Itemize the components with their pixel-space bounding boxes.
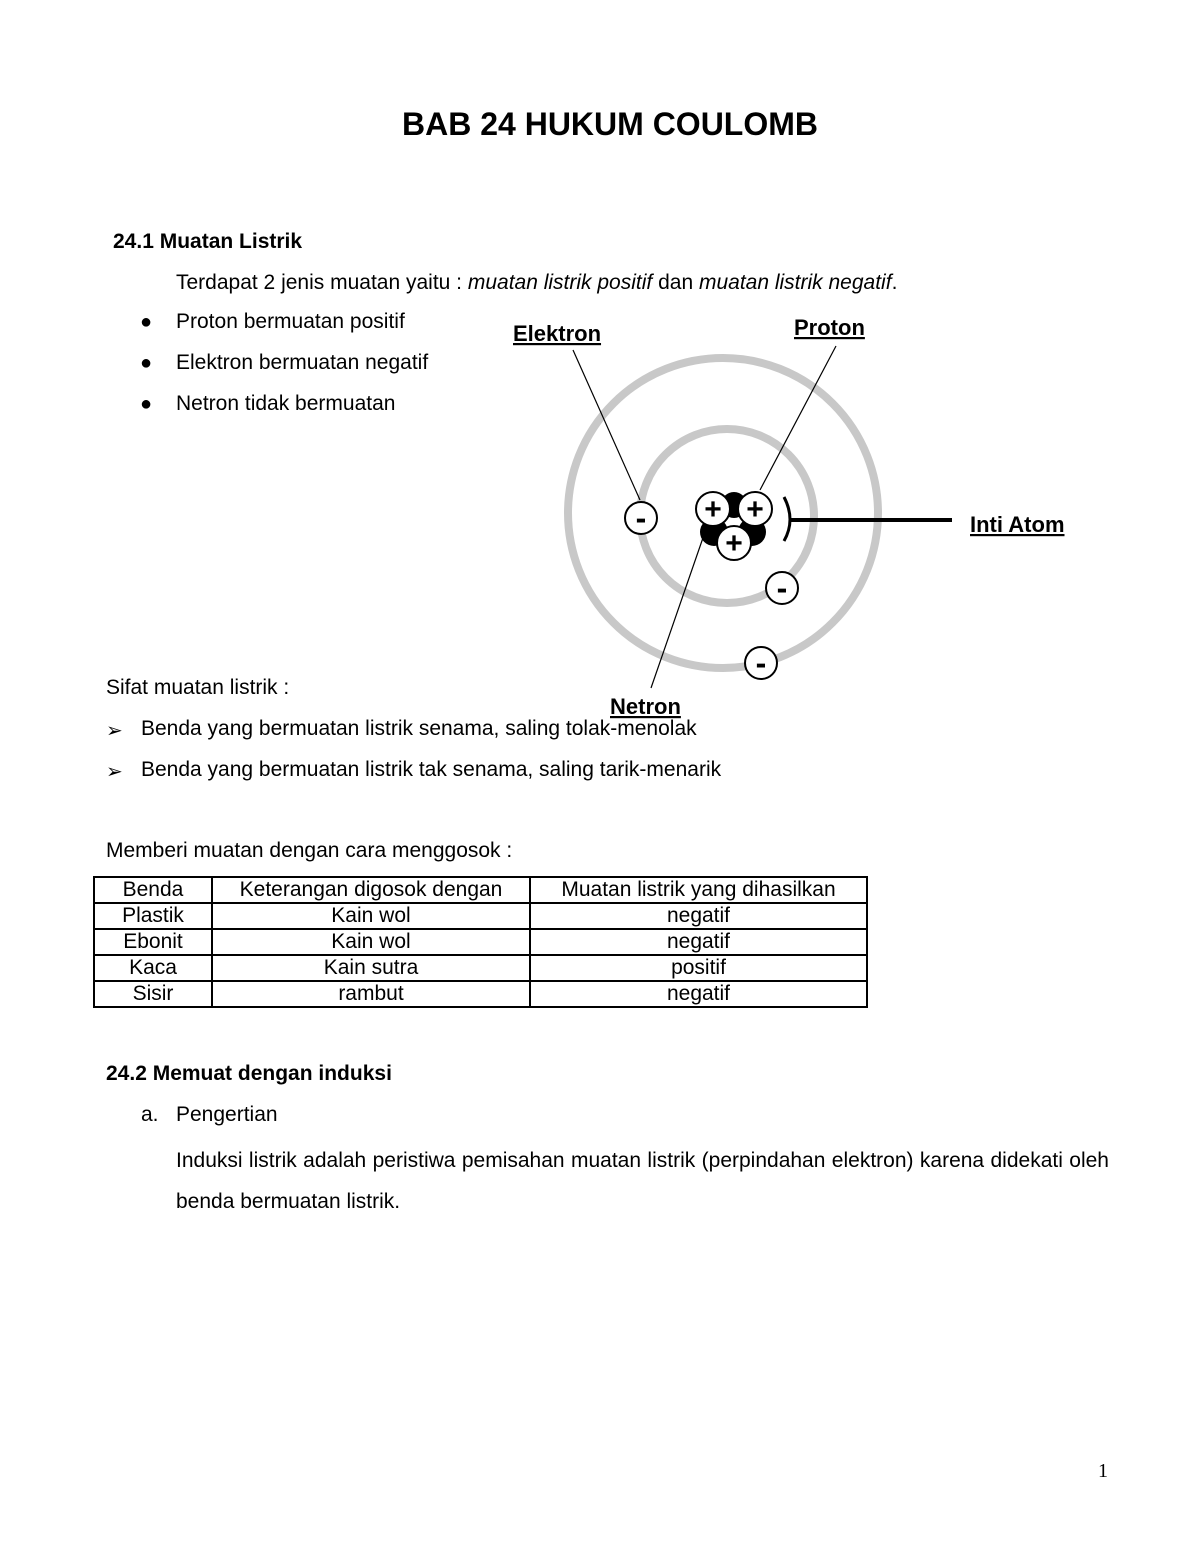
label-elektron: Elektron: [513, 321, 602, 346]
bullet-item-elektron: Elektron bermuatan negatif: [176, 351, 429, 374]
arrow-bullet-icon: ➢: [106, 761, 123, 783]
svg-text:-: -: [635, 500, 647, 536]
table-cell: Sisir: [94, 981, 212, 1007]
intro-text-1: Terdapat 2 jenis muatan yaitu :: [176, 271, 468, 294]
table-cell: Ebonit: [94, 929, 212, 955]
proton-particle: [738, 492, 772, 526]
bullet-dot-icon: ●: [140, 393, 153, 415]
table-row: [94, 929, 867, 955]
svg-text:+: +: [746, 493, 764, 526]
bullet-dot-icon: ●: [140, 352, 153, 374]
table-cell: positif: [530, 955, 867, 981]
sifat-item-tolak: Benda yang bermuatan listrik senama, saling tolak-menolak: [141, 717, 697, 740]
electron-particle: [766, 570, 798, 606]
nucleus: [696, 492, 772, 560]
bullet-item-proton: Proton bermuatan positif: [176, 310, 405, 333]
table-row: [94, 903, 867, 929]
svg-text:-: -: [755, 645, 767, 681]
table-cell: Plastik: [94, 903, 212, 929]
svg-text:+: +: [725, 527, 743, 560]
section-heading-muatan-listrik: 24.1 Muatan Listrik: [113, 230, 303, 253]
electron-particle: [625, 500, 657, 536]
nucleus-bracket: [784, 497, 790, 541]
svg-text:+: +: [704, 493, 722, 526]
gosok-table: [93, 876, 868, 1008]
table-header-cell: Benda: [94, 877, 212, 903]
table-header-cell: Muatan listrik yang dihasilkan: [530, 877, 867, 903]
bullet-item-netron: Netron tidak bermuatan: [176, 392, 396, 415]
proton-particle: [717, 526, 751, 560]
page-number: 1: [1098, 1460, 1108, 1482]
table-header-cell: Keterangan digosok dengan: [212, 877, 530, 903]
label-proton: Proton: [794, 315, 865, 340]
arrow-bullet-icon: ➢: [106, 720, 123, 742]
table-row: [94, 981, 867, 1007]
atom-diagram: [0, 0, 1200, 760]
intro-text-2: dan: [652, 271, 699, 294]
table-header-row: [94, 877, 867, 903]
intro-italic-negatif: muatan listrik negatif: [698, 271, 892, 294]
sifat-heading: Sifat muatan listrik :: [106, 676, 290, 699]
electron-particle: [745, 645, 777, 681]
svg-text:-: -: [776, 570, 788, 606]
proton-particle: [696, 492, 730, 526]
table-cell: Kain sutra: [212, 955, 530, 981]
bullet-dot-icon: ●: [140, 311, 153, 333]
table-row: [94, 955, 867, 981]
label-netron: Netron: [610, 694, 681, 719]
section-heading-induksi: 24.2 Memuat dengan induksi: [106, 1062, 392, 1085]
list-marker: a.: [141, 1103, 159, 1126]
table-cell: Kaca: [94, 955, 212, 981]
list-item-pengertian: Pengertian: [176, 1103, 278, 1126]
table-cell: negatif: [530, 903, 867, 929]
table-cell: Kain wol: [212, 929, 530, 955]
page-title: BAB 24 HUKUM COULOMB: [402, 106, 818, 142]
induksi-paragraph: Induksi listrik adalah peristiwa pemisahan muatan listrik (perpindahan elektron) karena didekati oleh benda bermuatan listrik.: [176, 1149, 1109, 1213]
table-cell: Kain wol: [212, 903, 530, 929]
intro-text-3: .: [891, 271, 898, 294]
intro-italic-positif: muatan listrik positif: [467, 271, 653, 294]
elektron-pointer-line: [573, 350, 640, 500]
label-inti-atom: Inti Atom: [970, 512, 1065, 537]
table-cell: negatif: [530, 929, 867, 955]
table-cell: rambut: [212, 981, 530, 1007]
sifat-item-tarik: Benda yang bermuatan listrik tak senama, saling tarik-menarik: [141, 758, 722, 781]
table-cell: negatif: [530, 981, 867, 1007]
gosok-heading: Memberi muatan dengan cara menggosok :: [106, 839, 513, 862]
